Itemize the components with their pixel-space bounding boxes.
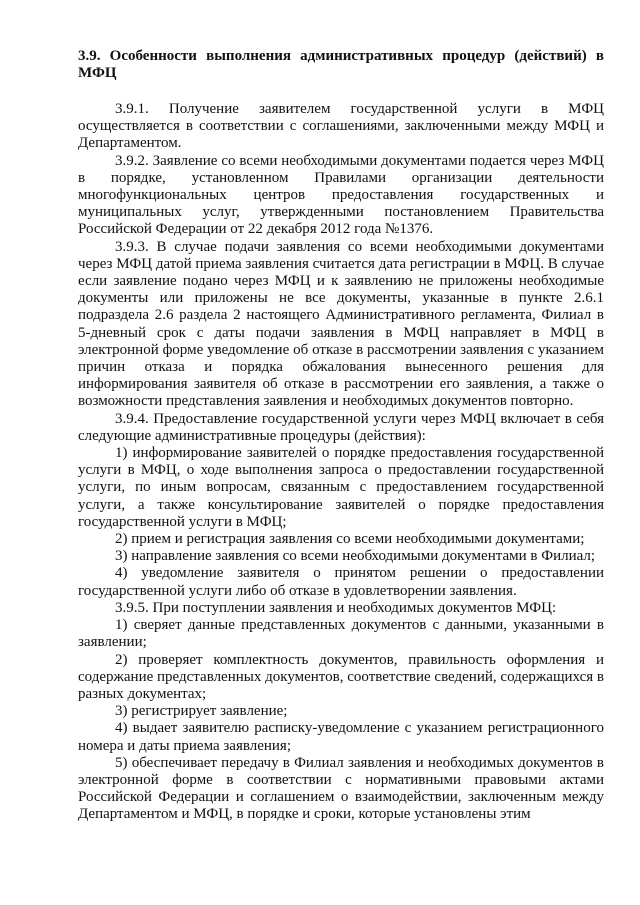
list-item: 2) прием и регистрация заявления со всеми необходимыми документами; bbox=[115, 531, 585, 548]
document-body bbox=[78, 101, 604, 824]
document-page bbox=[78, 48, 604, 824]
list-item: 4) выдает заявителю расписку-уведомление с указанием регистрационного номера и даты приема заявления; bbox=[78, 720, 604, 754]
paragraph-3-9-4: 3.9.4. Предоставление государственной услуги через МФЦ включает в себя следующие административные процедуры (действия): bbox=[78, 410, 604, 444]
section-heading: 3.9. Особенности выполнения административных процедур (действий) в МФЦ bbox=[78, 48, 604, 81]
list-item: 4) уведомление заявителя о принятом решении о предоставлении государственной услуги либо об отказе в удовлетворении заявления. bbox=[78, 565, 604, 599]
paragraph-3-9-1: 3.9.1. Получение заявителем государственной услуги в МФЦ осуществляется в соответствии с соглашениями, заключенными между МФЦ и Департаментом. bbox=[78, 101, 604, 152]
list-item: 1) сверяет данные представленных документов с данными, указанными в заявлении; bbox=[78, 617, 604, 651]
paragraph-3-9-5: 3.9.5. При поступлении заявления и необходимых документов МФЦ: bbox=[115, 599, 557, 616]
paragraph-3-9-2: 3.9.2. Заявление со всеми необходимыми документами подается через МФЦ в порядке, установленном Правилами организации деятельности многофункциональных центров предоставления государственных и муниципальных услуг, утвержденными постановлением Правительства Российской Федерации от 22 декабря 2012 года №1376. bbox=[78, 152, 604, 238]
list-item: 3) направление заявления со всеми необходимыми документами в Филиал; bbox=[115, 548, 596, 565]
paragraph-3-9-3: 3.9.3. В случае подачи заявления со всеми необходимыми документами через МФЦ датой приема заявления считается дата регистрации в МФЦ. В случае если заявление подано через МФЦ и к заявлению не приложены необходимые документы или приложены не все документы, указанные в пункте 2.6.1 подраздела 2.6 раздела 2 настоящего Административного регламента, Филиал в 5-дневный срок с даты подачи заявления в МФЦ направляет в МФЦ в электронной форме уведомление об отказе в рассмотрении заявления с указанием причин отказа и порядка обжалования вынесенного решения для информирования заявителя об отказе в рассмотрении его заявления, а также о возможности представления заявления и необходимых документов повторно. bbox=[78, 238, 604, 410]
list-item: 2) проверяет комплектность документов, правильность оформления и содержание представленных документов, соответствие сведений, содержащихся в разных документах; bbox=[78, 651, 604, 702]
list-item: 3) регистрирует заявление; bbox=[115, 703, 288, 720]
list-item: 1) информирование заявителей о порядке предоставления государственной услуги в МФЦ, о ходе выполнения запроса о предоставлении государственной услуги, по иным вопросам, связанным с предоставлением государственной услуги, а также консультирование заявителей о порядке предоставления государственной услуги в МФЦ; bbox=[78, 445, 604, 530]
list-item: 5) обеспечивает передачу в Филиал заявления и необходимых документов в электронной форме в соответствии с нормативными правовыми актами Российской Федерации и соглашением о взаимодействии, заключенным между Департаментом и МФЦ, в порядке и сроки, которые установлены этим bbox=[78, 754, 604, 823]
